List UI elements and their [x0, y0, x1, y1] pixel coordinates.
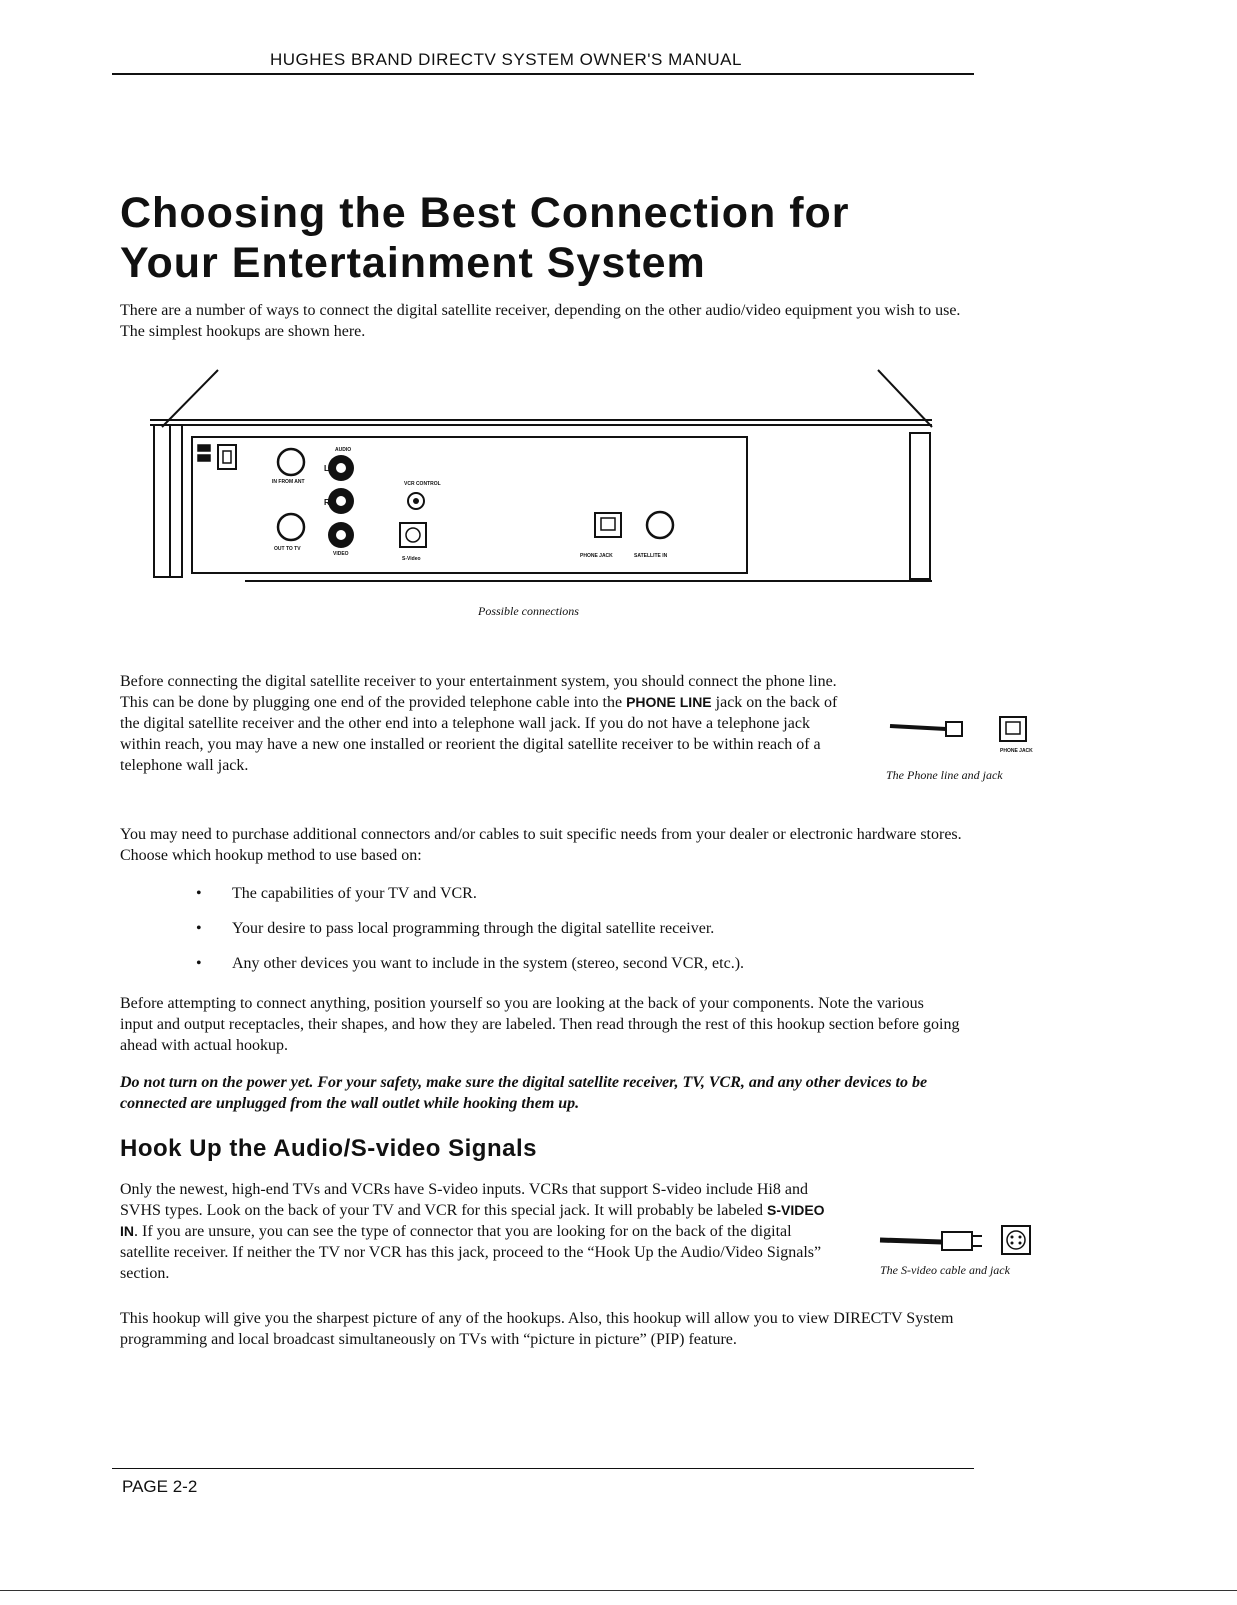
diagram-caption: Possible connections — [478, 604, 579, 618]
intro-paragraph: There are a number of ways to connect the digital satellite receiver, depending on the other audio/video equipment you wish to use. The simplest hookups are shown here. — [120, 302, 961, 340]
header-rule — [112, 73, 974, 75]
audio-right-label: R — [324, 498, 330, 507]
phone-cable-and-jack-icon — [886, 715, 1056, 760]
pip-paragraph: This hookup will give you the sharpest picture of any of the hookups. Also, this hookup will allow you to view DIRECTV System programming and local broadcast simultaneously on TVs with “picture in picture” (PIP) feature. — [120, 1310, 954, 1348]
connectors-paragraph: You may need to purchase additional connectors and/or cables to suit specific needs from your dealer or electronic hardware stores. Choose which hookup method to use based on: — [120, 826, 962, 864]
phone-line-jack-label: PHONE LINE — [626, 694, 712, 710]
rf-in-label: IN FROM ANT — [272, 479, 305, 485]
s-video-in-label: S-VIDEO IN — [120, 1202, 825, 1239]
out-to-tv-label: OUT TO TV — [274, 546, 301, 552]
running-header: HUGHES BRAND DIRECTV SYSTEM OWNER'S MANUAL — [270, 50, 742, 69]
s-video-text-2: . If you are unsure, you can see the type of connector that you are looking for on the back of the digital satellite receiver. If neither the TV nor VCR has this jack, proceed to the “Hook Up the Audio/Video Signals” section. — [120, 1223, 822, 1282]
phone-jack-label: PHONE JACK — [580, 553, 613, 559]
page-title-line-2: Your Entertainment System — [120, 239, 706, 287]
phone-icon-caption: The Phone line and jack — [886, 768, 1003, 782]
s-video-label: S-Video — [402, 556, 421, 562]
before-attempting-paragraph: Before attempting to connect anything, position yourself so you are looking at the back of your components. Note the various input and output receptacles, their shapes, and how they are labeled. Then read through the rest of this hookup section before going ahead with actual hookup. — [120, 995, 960, 1054]
phone-line-text-2: jack on the back of the digital satellite receiver and the other end into a telephone wall jack. If you do not have a telephone jack within reach, you may have a new one installed or reorient the digital satellite receiver to be within reach of a telephone wall jack. — [120, 694, 838, 774]
page-title — [120, 188, 850, 288]
page-title-line-1: Choosing the Best Connection for — [120, 189, 850, 237]
audio-left-label: L — [324, 464, 329, 473]
list-item: • Any other devices you want to include in the system (stereo, second VCR, etc.). — [190, 953, 744, 974]
hookup-criteria-list — [190, 883, 744, 988]
safety-warning: Do not turn on the power yet. For your safety, make sure the digital satellite receiver, TV, VCR, and any other devices to be connected are unplugged from the wall outlet while hooking them up. — [120, 1074, 928, 1112]
list-item: • Your desire to pass local programming through the digital satellite receiver. — [190, 918, 744, 939]
phone-jack-icon-label: PHONE JACK — [1000, 748, 1033, 754]
s-video-text-1: Only the newest, high-end TVs and VCRs have S-video inputs. VCRs that support S-video include Hi8 and SVHS types. Look on the back of your TV and VCR for this special jack. It will probably be labeled — [120, 1181, 808, 1219]
receiver-back-panel-diagram — [150, 365, 950, 595]
s-video-cable-and-jack-icon — [876, 1222, 1056, 1262]
vcr-control-label: VCR CONTROL — [404, 481, 441, 487]
section-title: Hook Up the Audio/S-video Signals — [120, 1135, 537, 1162]
audio-label: AUDIO — [335, 447, 352, 453]
s-video-icon-caption: The S-video cable and jack — [880, 1263, 1010, 1277]
satellite-in-label: SATELLITE IN — [634, 553, 668, 559]
phone-line-text-1: Before connecting the digital satellite receiver to your entertainment system, you should connect the phone line. This can be done by plugging one end of the provided telephone cable into the — [120, 673, 837, 711]
s-video-paragraph — [120, 1179, 840, 1284]
phone-line-paragraph — [120, 671, 840, 776]
page-number: PAGE 2-2 — [122, 1477, 198, 1496]
footer-rule — [112, 1468, 974, 1469]
scan-edge-line — [0, 1590, 1237, 1591]
video-label: VIDEO — [333, 551, 349, 557]
list-item: • The capabilities of your TV and VCR. — [190, 883, 744, 904]
